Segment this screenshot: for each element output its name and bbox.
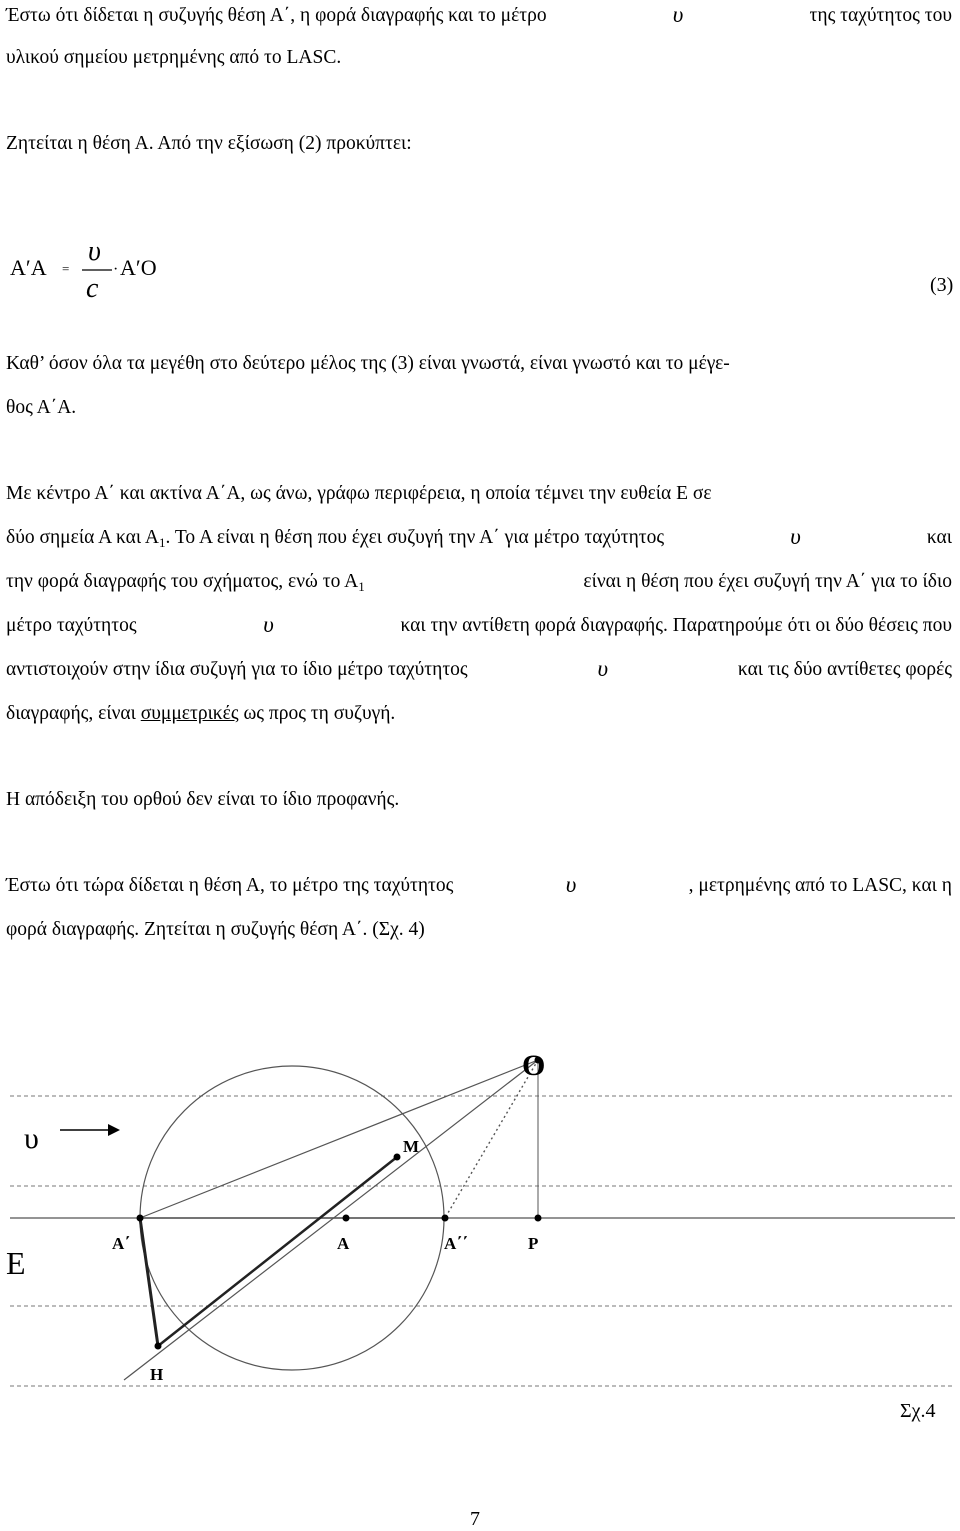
label-E: E (6, 1245, 26, 1281)
label-A: A (337, 1234, 350, 1253)
line-H-O-extended (124, 1060, 538, 1380)
label-App: A΄΄ (444, 1234, 468, 1253)
equation-number: (3) (930, 274, 954, 296)
upsilon-symbol: υ (672, 2, 684, 27)
text: και την αντίθετη φορά διαγραφής. Παρατηρούμε ότι οι δύο θέσεις που (400, 615, 952, 636)
para3-line1: Καθ’ όσον όλα τα μεγέθη στο δεύτερο μέλος της (3) είναι γνωστά, είναι γνωστό και το μέγε- (6, 353, 730, 374)
para4-line4 (6, 612, 952, 637)
point-P (535, 1215, 542, 1222)
equation-3 (10, 240, 310, 306)
label-P: P (528, 1234, 539, 1253)
figure-4-diagram (0, 1030, 960, 1400)
text: Έστω ότι δίδεται η συζυγής θέση Α΄, η φορά διαγραφής και το μέτρο (6, 5, 547, 26)
para4-line2 (6, 524, 952, 550)
text: δύο σημεία Α και $A_1$. Το Α είναι η θέση που έχει συζυγή την Α΄ για μέτρο ταχύτητος (6, 527, 665, 550)
eq-dot: · (113, 261, 119, 278)
point-Aprime (137, 1215, 144, 1222)
label-M: M (403, 1137, 420, 1156)
eq-equals: = (62, 261, 70, 276)
label-upsilon: υ (24, 1122, 39, 1155)
label-H: H (150, 1365, 164, 1384)
para1-line1 (6, 2, 952, 27)
para4-line3 (6, 572, 952, 593)
text: Έστω ότι τώρα δίδεται η θέση Α, το μέτρο της ταχύτητος (6, 875, 454, 896)
para4-line1: Με κέντρο Α΄ και ακτίνα Α΄Α, ως άνω, γράφω περιφέρεια, η οποία τέμνει την ευθεία Ε σε (6, 483, 712, 504)
eq-rhs: A′O (120, 255, 157, 280)
upsilon-symbol: υ (565, 872, 577, 897)
text: και τις δύο αντίθετες φορές (737, 659, 952, 680)
point-H (155, 1343, 162, 1350)
label-O: O (522, 1049, 546, 1082)
segment-Aprime-H (140, 1218, 158, 1346)
text: και (926, 527, 952, 548)
label-Aprime: A΄ (112, 1234, 130, 1253)
text: της ταχύτητος του (809, 5, 952, 26)
para2: Ζητείται η θέση Α. Από την εξίσωση (2) προκύπτει: (6, 133, 412, 154)
point-A (343, 1215, 350, 1222)
eq-lhs: A′A (10, 255, 47, 280)
text: είναι η θέση που έχει συζυγή την Α΄ για το ίδιο (583, 571, 952, 592)
upsilon-symbol: υ (263, 612, 274, 637)
figure-caption: Σχ.4 (900, 1400, 936, 1422)
para4-line6: διαγραφής, είναι συμμετρικές ως προς τη συζυγή. (6, 703, 396, 724)
upsilon-symbol: υ (790, 524, 801, 549)
text: αντιστοιχούν στην ίδια συζυγή για το ίδιο μέτρο ταχύτητος (6, 659, 468, 680)
underlined-word: συμμετρικές (140, 703, 239, 724)
dotted-O-App (445, 1060, 538, 1218)
point-M (394, 1154, 401, 1161)
para1-line2: υλικού σημείου μετρημένης από το LASC. (6, 47, 342, 68)
velocity-arrow-icon (108, 1124, 120, 1136)
para4-line5 (6, 656, 952, 681)
upsilon-symbol: υ (597, 656, 609, 681)
text: μέτρο ταχύτητος (6, 615, 137, 636)
para6-line2: φορά διαγραφής. Ζητείται η συζυγής θέση Α΄. (Σχ. 4) (6, 919, 425, 940)
eq-numerator: υ (88, 240, 101, 267)
segment-H-M (158, 1157, 397, 1346)
equation-graphic (10, 240, 310, 300)
eq-denominator: c (86, 273, 99, 300)
page-number: 7 (470, 1508, 480, 1530)
text: , μετρημένης από το LASC, και η (688, 875, 952, 896)
point-App (442, 1215, 449, 1222)
para3-line2: θος Α΄Α. (6, 397, 77, 418)
para6-line1 (6, 872, 952, 897)
line-Aprime-O (140, 1060, 538, 1218)
para5: Η απόδειξη του ορθού δεν είναι το ίδιο προφανής. (6, 789, 400, 810)
text: την φορά διαγραφής του σχήματος, ενώ το $A_1$ (6, 571, 365, 594)
